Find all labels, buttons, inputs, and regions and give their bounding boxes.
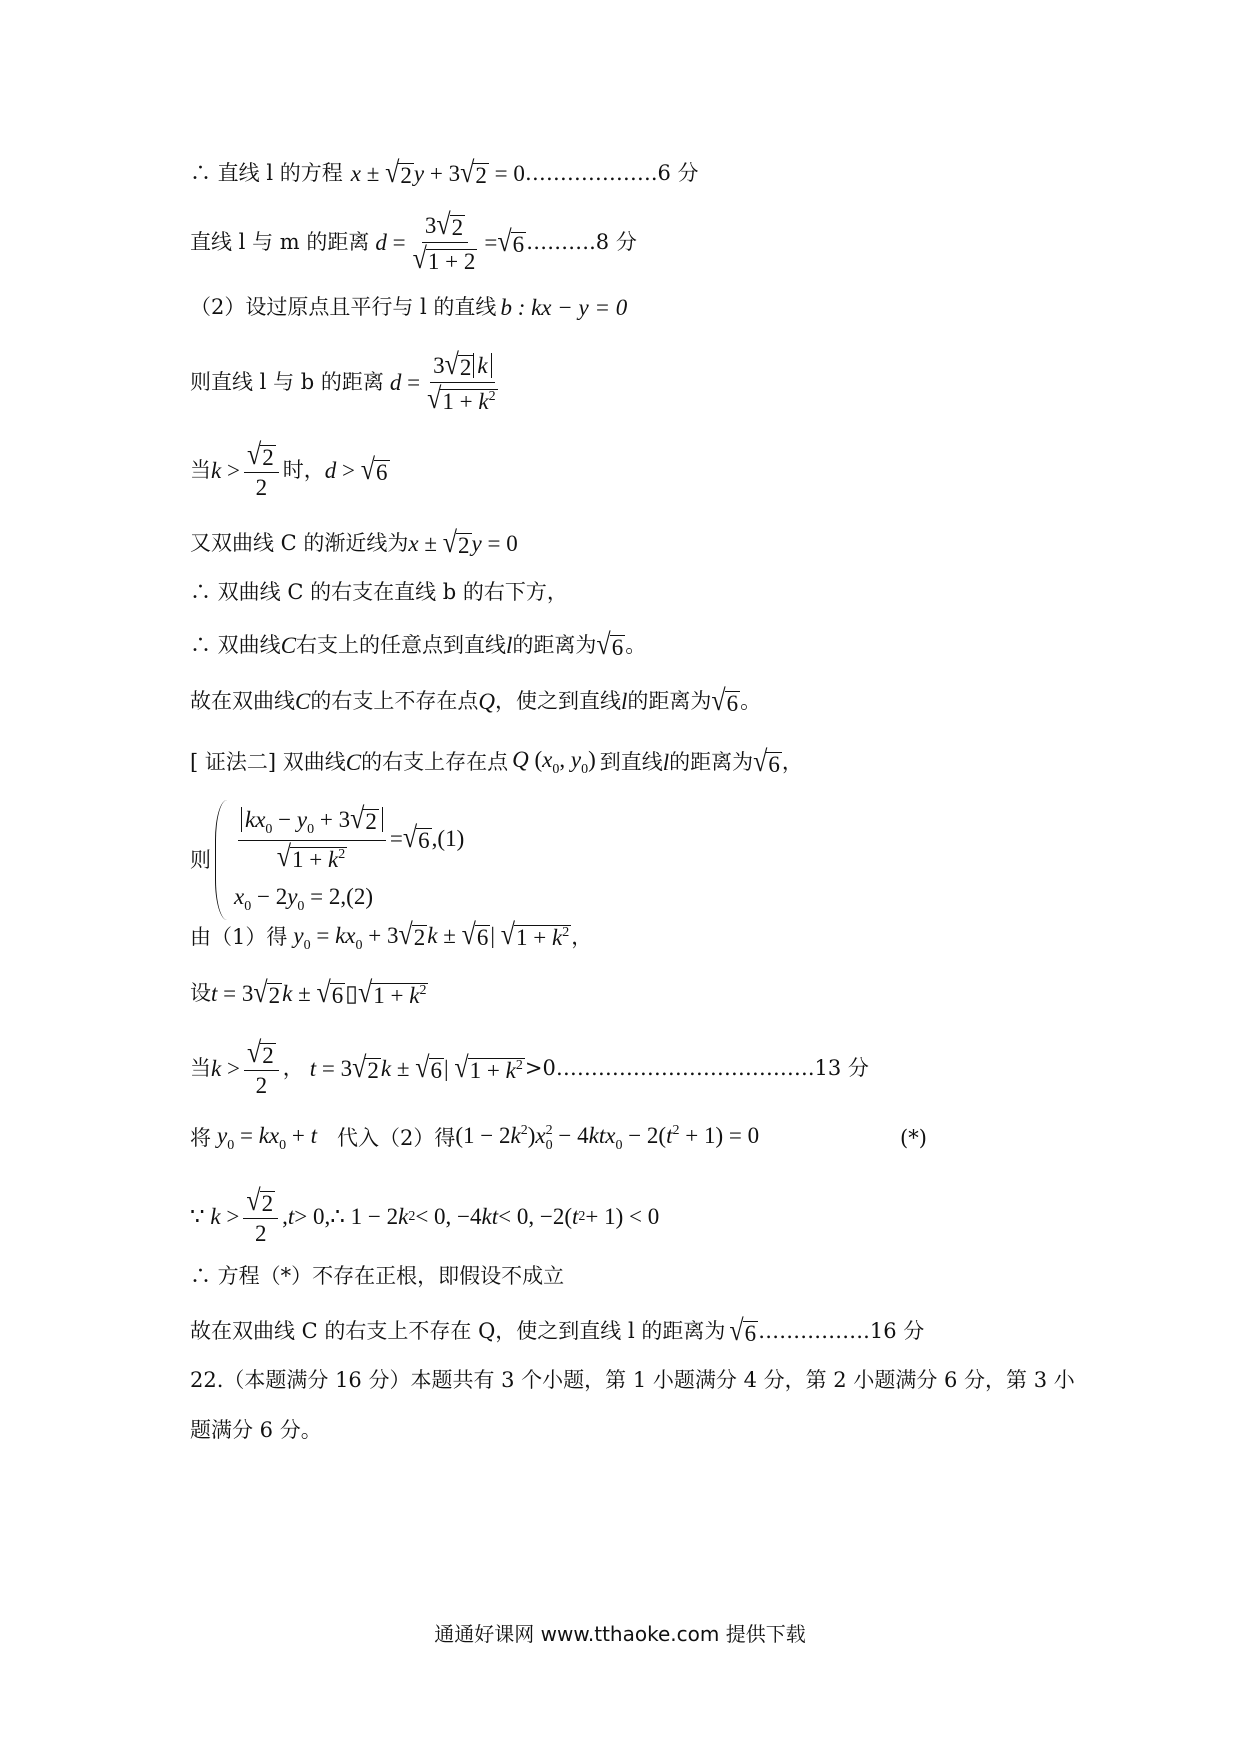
solution-line-10: [ 证法二] 双曲线 C 的右支上存在点 Q ($x_0$, $y_0$) 到直线 l 的距离为 √ 6 ， xyxy=(190,744,803,779)
line-text: ， xyxy=(571,925,593,949)
line-equation: x ± √ 2 y + 3 √ 2 = 0 xyxy=(350,155,525,190)
equation-system: $kx_0 - y_0 + 3$ √ 2 √ $1 + k^2$ = √ 6 ,(1) $x_0 - 2y_0 = 2,(2)$ xyxy=(211,800,464,920)
solution-line-5 xyxy=(190,437,390,500)
solution-line-16: ∵ k > √ 2 2 , t > 0,∴ 1 − 2 k 2 < 0, −4 kt < 0, −2( t 2 + 1) < 0 xyxy=(190,1183,660,1246)
line-text: 的右支上存在点 xyxy=(361,750,509,774)
solution-line-15: 将 $y_0 = kx_0 + t$ 代入（2）得 $(1 - 2k^2)x_0^2 - 4ktx_0 - 2(t^2 + 1) = 0$ (*) xyxy=(190,1123,927,1153)
line-text: 当 xyxy=(190,458,211,482)
line-text: 又双曲线 C 的渐近线为 xyxy=(190,531,409,555)
line-text: ∴ 双曲线 xyxy=(190,633,281,657)
line-text: ∴ 方程（*）不存在正根，即假设不成立 xyxy=(190,1264,565,1288)
line-text: 到直线 xyxy=(599,750,663,774)
line-text: 故在双曲线 C 的右支上不存在 Q，使之到直线 l 的距离为 xyxy=(190,1319,726,1343)
line-text: 故在双曲线 xyxy=(190,689,295,713)
line-text: 的距离为 xyxy=(627,689,712,713)
solution-line-9: 故在双曲线 C 的右支上不存在点 Q ，使之到直线 l 的距离为 √ 6 。 xyxy=(190,683,762,718)
line-text: 的距离为 xyxy=(512,633,597,657)
score-mark: >0……………………………….13 分 xyxy=(524,1056,869,1080)
line-text: （2）设过原点且平行与 l 的直线 xyxy=(190,295,497,319)
line-text: ， xyxy=(781,750,803,774)
asymptote-equation: x ± √ 2 y = 0 xyxy=(408,525,518,560)
solution-line-1 xyxy=(190,155,699,190)
line-text: 设 xyxy=(190,981,211,1005)
line-text: 直线 l 与 m 的距离 xyxy=(190,230,370,254)
line-text: 22.（本题满分 16 分）本题共有 3 个小题，第 1 小题满分 4 分，第 2 小题满分 6 分，第 3 小 xyxy=(190,1368,1075,1392)
solution-line-3 xyxy=(190,296,627,319)
line-text: 则 xyxy=(190,847,211,872)
line-text: 将 xyxy=(190,1126,211,1150)
solution-line-13: 设 t = 3 √ 2 k ± √ 6 ▯ √ $1 + k^2$ xyxy=(190,975,427,1010)
line-text: 的右支上不存在点 xyxy=(310,689,479,713)
line-text: 。 xyxy=(740,689,762,713)
line-text: [ 证法二] 双曲线 xyxy=(190,750,346,774)
solution-line-8: ∴ 双曲线 C 右支上的任意点到直线 l 的距离为 √ 6 。 xyxy=(190,627,647,662)
line-text: 由（1）得 xyxy=(190,925,288,949)
solution-line-6 xyxy=(190,525,518,560)
distance-inequality: d > √ 6 xyxy=(324,452,388,487)
line-text: ， xyxy=(282,1056,304,1080)
line-text: 则直线 l 与 b 的距离 xyxy=(190,370,384,394)
line-text: 右支上的任意点到直线 xyxy=(296,633,507,657)
solution-line-11 xyxy=(190,800,464,920)
question-22-header-cont xyxy=(190,1420,322,1441)
line-text: 题满分 6 分。 xyxy=(190,1418,322,1442)
solution-line-12: 由（1）得 $y_0 = kx_0 + 3$ √ 2 k ± √ 6 | √ $1 + k^2$ ， xyxy=(190,917,593,953)
line-text: 时， xyxy=(282,458,325,482)
line-text: ，使之到直线 xyxy=(494,689,621,713)
line-text: 代入（2）得 xyxy=(317,1126,456,1150)
line-text: ∴ 直线 l 的方程 xyxy=(190,161,343,185)
line-text: 当 xyxy=(190,1056,211,1080)
solution-line-17 xyxy=(190,1266,564,1287)
score-mark: …………….16 分 xyxy=(758,1319,925,1343)
question-22-header xyxy=(190,1370,1075,1391)
score-mark: ……………….6 分 xyxy=(524,161,699,185)
brace xyxy=(215,800,228,920)
distance-formula: d = 3 √ 2 √ 1 + 2 = √ 6 xyxy=(375,207,525,276)
solution-line-4 xyxy=(190,347,505,416)
score-mark: ……….8 分 xyxy=(526,230,637,254)
line-text: 的距离为 xyxy=(669,750,754,774)
solution-line-7 xyxy=(190,582,568,603)
line-text: ∴ 双曲线 C 的右支在直线 b 的右下方， xyxy=(190,580,568,604)
solution-line-14: 当 k > √ 2 2 ， t = 3 √ 2 k ± √ 6 | √ $1 + k^2$ >0……………………………….13 分 xyxy=(190,1035,869,1098)
line-b-equation: b : kx − y = 0 xyxy=(500,295,628,320)
condition-formula: k > √ 2 2 xyxy=(211,442,283,499)
distance-formula: d = 3 √ 2 k √ $1 + k^2$ xyxy=(389,347,496,416)
solution-line-2 xyxy=(190,207,637,276)
page-footer: 通通好课网 www.tthaoke.com 提供下载 xyxy=(434,1622,806,1646)
solution-line-18: 故在双曲线 C 的右支上不存在 Q，使之到直线 l 的距离为 √ 6 …………….16 分 xyxy=(190,1313,925,1348)
equation-tag: (*) xyxy=(900,1126,927,1150)
line-text: 。 xyxy=(625,633,647,657)
